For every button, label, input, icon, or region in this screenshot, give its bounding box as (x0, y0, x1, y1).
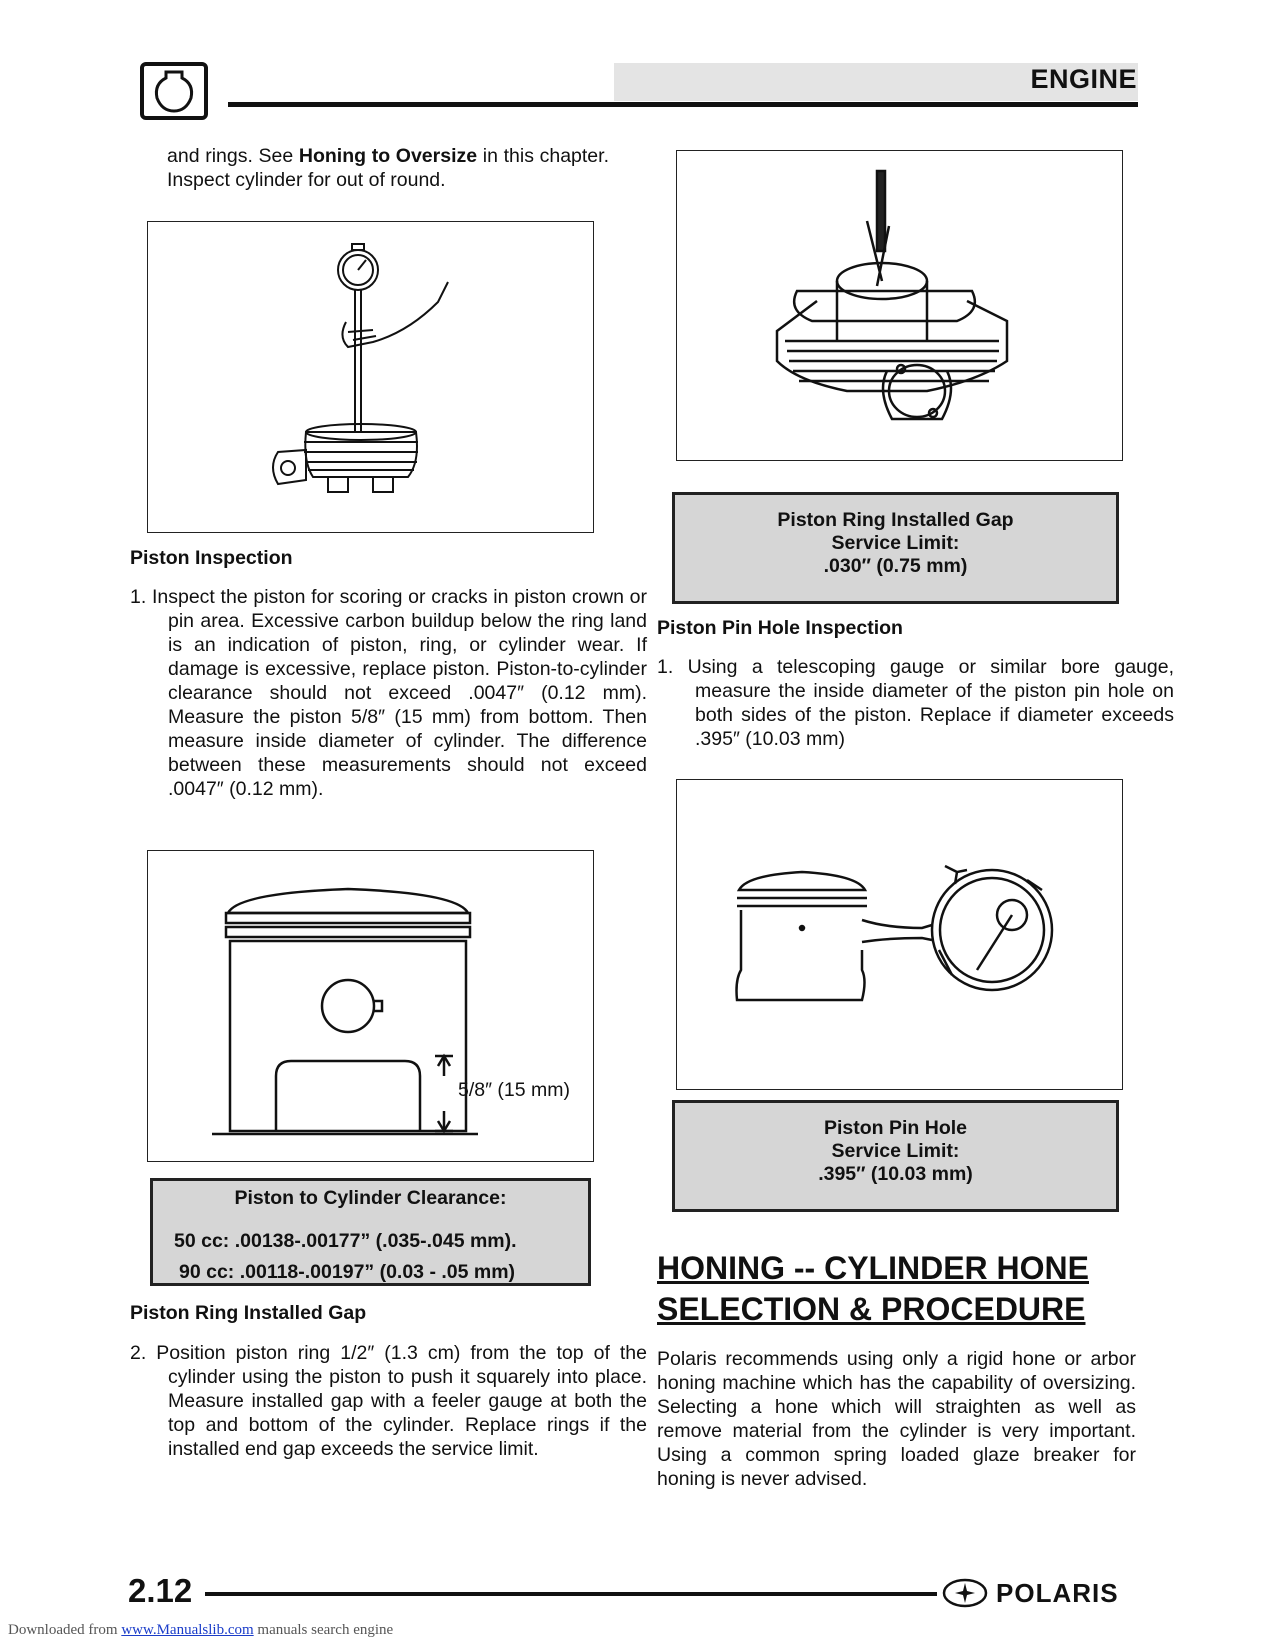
clearance-90cc: 90 cc: .00118-.00197” (0.03 - .05 mm) (179, 1261, 516, 1283)
pin-hole-gauge-illustration (677, 780, 1121, 1088)
pin-hole-spec-line1: Piston Pin Hole (823, 1117, 967, 1139)
piston-inspection-heading: Piston Inspection (130, 547, 293, 569)
ring-gap-heading: Piston Ring Installed Gap (130, 1302, 367, 1324)
feeler-gauge-illustration (677, 151, 1121, 459)
ring-gap-spec-line2: Service Limit: (831, 532, 960, 554)
manualslib-link[interactable]: www.Manualslib.com (121, 1622, 254, 1638)
ring-gap-spec-line3: .030″ (0.75 mm) (823, 555, 968, 577)
ring-gap-spec-box (672, 492, 1119, 604)
engine-icon (144, 66, 204, 116)
honing-oversize-reference: Honing to Oversize (298, 145, 478, 167)
pin-hole-heading: Piston Pin Hole Inspection (657, 617, 903, 639)
honing-heading-line1: HONING -- CYLINDER HONE (657, 1250, 1089, 1286)
cylinder-bore-gauge-figure (147, 221, 594, 533)
intro-text-pre: and rings. See (167, 145, 299, 167)
bore-gauge-illustration (148, 222, 592, 531)
download-prefix: Downloaded from (8, 1622, 122, 1638)
piston-inspection-text: 1. Inspect the piston for scoring or cracks in piston crown or pin area. Excessive carbon buildup below the ring land is an indication of piston, ring, or cylinder wear. If damage is excessive, replace piston. Piston-to-cylinder clearance should not exceed .0047″ (0.12 mm). Measure the piston 5/8″ (15 mm) from bottom. Then measure inside diameter of cylinder. The difference between these measurements should not exceed .0047″ (0.12 mm). (130, 586, 647, 800)
header-rule (228, 102, 1138, 107)
engine-section-icon (140, 62, 208, 120)
intro-text-post: in this chapter. Inspect cylinder for out of round. (167, 145, 609, 191)
honing-heading-line2: SELECTION & PROCEDURE (657, 1291, 1086, 1327)
pin-hole-text: 1. Using a telescoping gauge or similar bore gauge, measure the inside diameter of the piston pin hole on both sides of the piston. Replace if diameter exceeds .395″ (10.03 mm) (657, 656, 1174, 750)
pin-hole-gauge-figure (676, 779, 1123, 1090)
piston-clearance-spec-box (150, 1178, 591, 1286)
ring-gap-figure (676, 150, 1123, 461)
download-notice (8, 1622, 393, 1639)
intro-paragraph (167, 144, 609, 192)
footer-rule (205, 1592, 937, 1596)
piston-illustration (148, 851, 592, 1160)
piston-measurement-figure (147, 850, 594, 1162)
piston-measure-label: 5/8″ (15 mm) (458, 1079, 571, 1101)
polaris-logo-icon (942, 1578, 988, 1613)
ring-gap-text: 2. Position piston ring 1/2″ (1.3 cm) from the top of the cylinder using the piston to push it squarely into place. Measure installed gap with a feeler gauge at both the top and bottom of the cylinder. Replace rings if the installed end gap exceeds the service limit. (130, 1342, 647, 1460)
download-suffix: manuals search engine (253, 1622, 394, 1638)
page-number: 2.12 (128, 1572, 193, 1609)
honing-heading (657, 1248, 1089, 1330)
ring-gap-spec-line1: Piston Ring Installed Gap (777, 509, 1014, 531)
clearance-title: Piston to Cylinder Clearance: (234, 1187, 507, 1209)
pin-hole-spec-line2: Service Limit: (831, 1140, 960, 1162)
clearance-50cc: 50 cc: .00138-.00177” (.035-.045 mm). (174, 1230, 517, 1252)
pin-hole-spec-box (672, 1100, 1119, 1212)
section-title: ENGINE (1030, 64, 1137, 94)
pin-hole-spec-line3: .395″ (10.03 mm) (818, 1163, 973, 1185)
honing-text: Polaris recommends using only a rigid hone or arbor honing machine which has the capability of oversizing. Selecting a hone which will straighten as well as remove material from the cylinder is very important. Using a common spring loaded glaze breaker for honing is never advised. (657, 1348, 1136, 1490)
brand-name: POLARIS (996, 1578, 1119, 1608)
